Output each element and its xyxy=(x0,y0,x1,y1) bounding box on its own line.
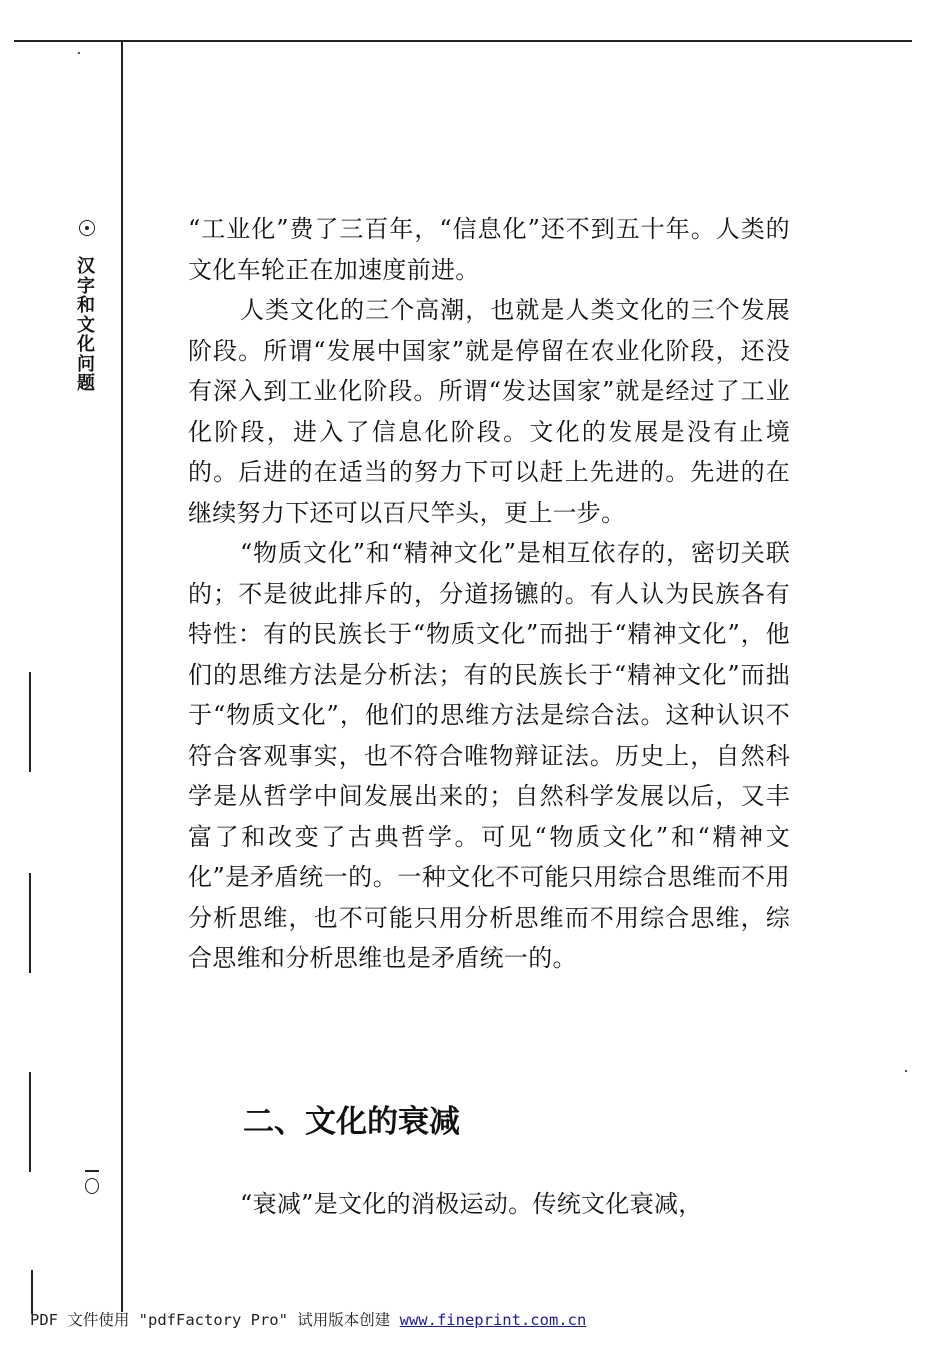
paragraph-3: “物质文化”和“精神文化”是相互依存的，密切关联的；不是彼此排斥的，分道扬镳的。有人认为民族各有特性：有的民族长于“物质文化”而拙于“精神文化”，他们的思维方法是分析法；有的民族长于“精神文化”而拙于“物质文化”，他们的思维方法是综合法。这种认识不符合客观事实，也不符合唯物辩证法。历史上，自然科学是从哲学中间发展出来的；自然科学发展以后，又丰富了和改变了古典哲学。可见“物质文化”和“精神文化”是矛盾统一的。一种文化不可能只用综合思维而不用分析思维，也不可能只用分析思维而不用综合思维，综合思维和分析思维也是矛盾统一的。 xyxy=(188,539,790,972)
scan-edge-line xyxy=(29,873,31,973)
scan-speck xyxy=(78,52,80,54)
paragraph-1: “工业化”费了三百年，“信息化”还不到五十年。人类的文化车轮正在加速度前进。 xyxy=(188,215,790,284)
top-rule xyxy=(14,40,912,42)
scan-edge-line xyxy=(29,672,31,772)
page-number-glyph-zero xyxy=(85,1178,99,1194)
margin-circle-icon xyxy=(79,220,95,236)
book-title-vertical: 汉字和文化问题 xyxy=(77,256,95,394)
section-first-paragraph: “衰减”是文化的消极运动。传统文化衰减， xyxy=(240,1190,703,1218)
footer-link[interactable]: www.fineprint.com.cn xyxy=(399,1311,587,1329)
paragraph-2: 人类文化的三个高潮，也就是人类文化的三个发展阶段。所谓“发展中国家”就是停留在农业化阶段，还没有深入到工业化阶段。所谓“发达国家”就是经过了工业化阶段，进入了信息化阶段。文化的发展是没有止境的。后进的在适当的努力下可以赶上先进的。先进的在继续努力下还可以百尺竿头，更上一步。 xyxy=(188,296,790,527)
margin-rule xyxy=(121,42,123,1312)
page-number-glyph-one xyxy=(85,1170,99,1172)
body-text xyxy=(188,209,790,979)
scan-edge-line xyxy=(31,1270,33,1314)
page-number xyxy=(82,1170,102,1194)
footer-text: PDF 文件使用 "pdfFactory Pro" 试用版本创建 xyxy=(30,1311,400,1329)
scan-speck xyxy=(905,1070,907,1072)
pdf-footer xyxy=(30,1311,586,1329)
scan-edge-line xyxy=(29,1072,31,1172)
section-heading: 二、文化的衰减 xyxy=(243,1104,460,1140)
